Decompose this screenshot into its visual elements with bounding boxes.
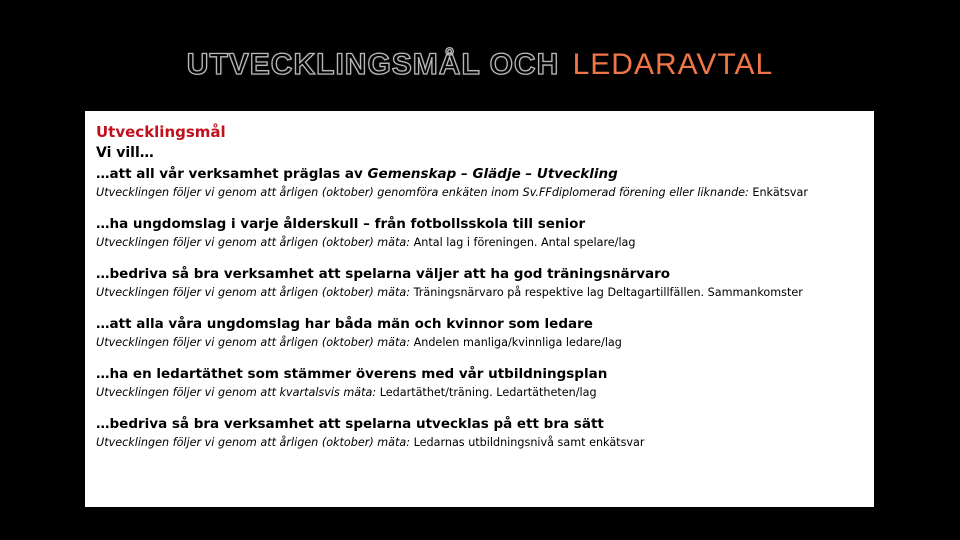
goal-item: [96, 364, 864, 400]
goal-description-value: Antal lag i föreningen. Antal spelare/lag: [410, 236, 636, 249]
goal-description-value: Träningsnärvaro på respektive lag Deltagartillfällen. Sammankomster: [410, 286, 803, 299]
goal-item: [96, 414, 864, 450]
goal-description-value: Andelen manliga/kvinnliga ledare/lag: [410, 336, 622, 349]
goal-description: [96, 335, 864, 350]
goal-description: [96, 185, 864, 200]
goal-item: [96, 164, 864, 200]
slide-title-accent: LEDARAVTAL: [572, 48, 774, 81]
goal-description-prefix: Utvecklingen följer vi genom att årligen (oktober) mäta:: [96, 236, 411, 249]
slide-title: [0, 47, 960, 83]
goal-description: [96, 385, 864, 400]
goal-description: [96, 435, 864, 450]
goal-title-text: …att all vår verksamhet präglas av: [96, 166, 368, 182]
goal-title: [96, 364, 864, 385]
goal-item: [96, 264, 864, 300]
goal-description-prefix: Utvecklingen följer vi genom att årligen (oktober) mäta:: [96, 336, 411, 349]
goal-description-prefix: Utvecklingen följer vi genom att kvartalsvis mäta:: [96, 386, 377, 399]
goal-title: [96, 414, 864, 435]
goal-title-text: …bedriva så bra verksamhet att spelarna utvecklas på ett bra sätt: [96, 416, 604, 432]
goal-description-prefix: Utvecklingen följer vi genom att årligen (oktober) genomföra enkäten inom Sv.FFdiplomerad förening eller liknande:: [96, 186, 749, 199]
goal-title: [96, 314, 864, 335]
goal-title-text: …ha ungdomslag i varje ålderskull – från fotbollsskola till senior: [96, 216, 586, 232]
goal-description: [96, 285, 864, 300]
goal-item: [96, 314, 864, 350]
document-intro: Vi vill…: [96, 145, 154, 161]
goal-title: [96, 164, 864, 185]
document-panel: [85, 111, 874, 507]
goal-item: [96, 214, 864, 250]
goal-description-prefix: Utvecklingen följer vi genom att årligen (oktober) mäta:: [96, 286, 411, 299]
goal-title-emphasis: Gemenskap – Glädje – Utveckling: [367, 166, 618, 182]
goal-description-value: Ledartäthet/träning. Ledartätheten/lag: [376, 386, 597, 399]
goal-description-value: Ledarnas utbildningsnivå samt enkätsvar: [410, 436, 645, 449]
slide-title-main: UTVECKLINGSMÅL OCH: [186, 48, 560, 81]
goal-title-text: …bedriva så bra verksamhet att spelarna väljer att ha god träningsnärvaro: [96, 266, 671, 282]
goal-title: [96, 214, 864, 235]
goal-description: [96, 235, 864, 250]
document-heading: Utvecklingsmål: [96, 123, 226, 141]
goal-title: [96, 264, 864, 285]
goal-description-value: Enkätsvar: [748, 186, 808, 199]
goal-description-prefix: Utvecklingen följer vi genom att årligen (oktober) mäta:: [96, 436, 411, 449]
goal-title-text: …att alla våra ungdomslag har båda män och kvinnor som ledare: [96, 316, 593, 332]
goal-title-text: …ha en ledartäthet som stämmer överens med vår utbildningsplan: [96, 366, 608, 382]
